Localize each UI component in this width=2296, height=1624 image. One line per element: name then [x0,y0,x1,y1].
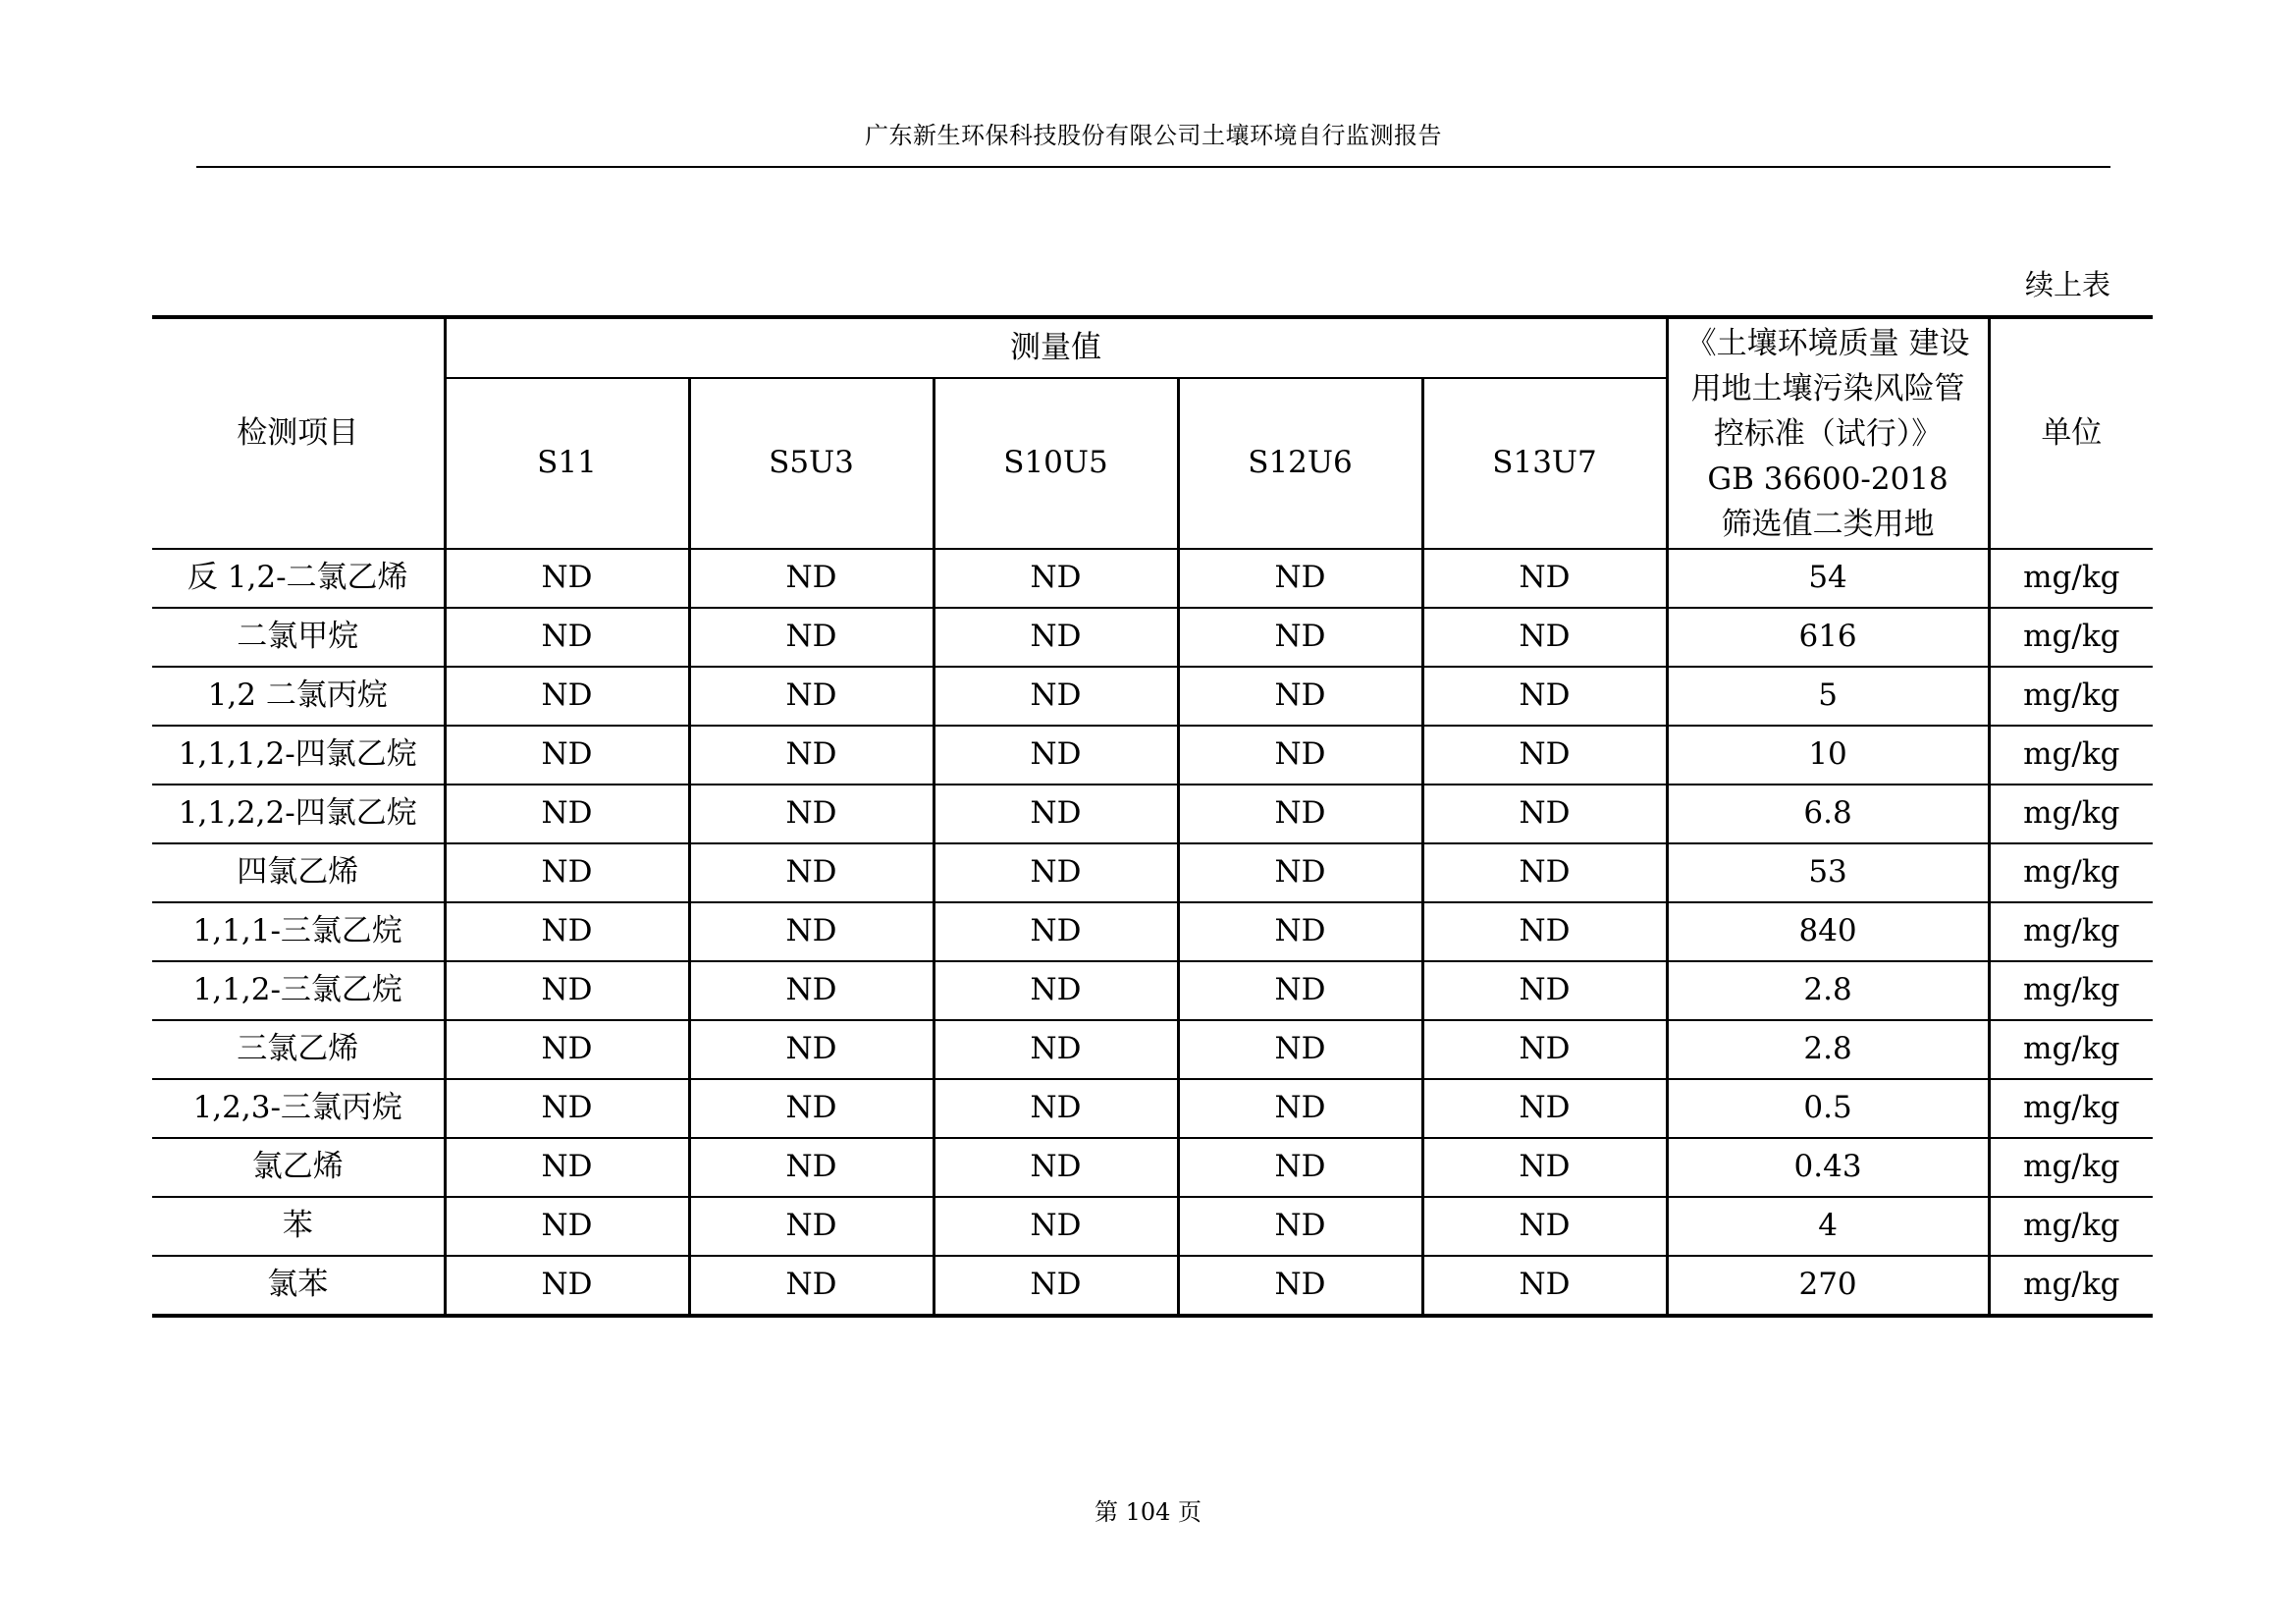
measured-value-cell: ND [689,843,934,902]
table-row [152,785,2153,843]
site-header: S11 [445,378,689,549]
standard-column-header [1667,317,1989,549]
measured-value-cell: ND [689,1138,934,1197]
measured-value-cell: ND [1178,902,1422,961]
measured-value-cell: ND [445,1138,689,1197]
standard-value-cell: 5 [1667,667,1989,726]
measured-value-cell: ND [445,1079,689,1138]
unit-cell: mg/kg [1989,1079,2153,1138]
standard-value-cell: 2.8 [1667,1020,1989,1079]
unit-cell: mg/kg [1989,667,2153,726]
table-row [152,1197,2153,1256]
measured-value-cell: ND [1178,1020,1422,1079]
measured-value-cell: ND [1178,1256,1422,1316]
table-row [152,902,2153,961]
measured-value-cell: ND [445,549,689,608]
measured-values-header: 测量值 [445,317,1667,378]
measured-value-cell: ND [934,1256,1178,1316]
measured-value-cell: ND [445,667,689,726]
unit-cell: mg/kg [1989,608,2153,667]
table-row [152,667,2153,726]
measured-value-cell: ND [1422,1079,1667,1138]
measured-value-cell: ND [1178,961,1422,1020]
unit-cell: mg/kg [1989,961,2153,1020]
unit-cell: mg/kg [1989,902,2153,961]
measured-value-cell: ND [445,726,689,785]
measured-value-cell: ND [1422,785,1667,843]
measured-value-cell: ND [934,1079,1178,1138]
measured-value-cell: ND [1422,902,1667,961]
page-number: 第 104 页 [1094,1498,1202,1526]
page-header-title: 广东新生环保科技股份有限公司土壤环境自行监测报告 [865,122,1442,149]
measured-value-cell: ND [934,902,1178,961]
item-name-cell: 三氯乙烯 [152,1020,445,1079]
monitoring-table [152,315,2153,1318]
item-name-cell: 苯 [152,1197,445,1256]
standard-header-line: 《土壤环境质量 建设 [1685,325,1970,361]
standard-value-cell: 2.8 [1667,961,1989,1020]
unit-cell: mg/kg [1989,1138,2153,1197]
measured-value-cell: ND [445,785,689,843]
measured-value-cell: ND [934,1138,1178,1197]
measured-value-cell: ND [445,608,689,667]
item-name-cell: 四氯乙烯 [152,843,445,902]
header-divider [196,166,2110,168]
measured-value-cell: ND [445,1197,689,1256]
item-name-cell: 1,1,1-三氯乙烷 [152,902,445,961]
measured-value-cell: ND [1178,1138,1422,1197]
standard-value-cell: 616 [1667,608,1989,667]
standard-header-line: 用地土壤污染风险管 [1690,370,1965,406]
unit-cell: mg/kg [1989,1197,2153,1256]
measured-value-cell: ND [934,1197,1178,1256]
table-row [152,1256,2153,1316]
measured-value-cell: ND [934,667,1178,726]
measured-value-cell: ND [689,902,934,961]
measured-value-cell: ND [1422,843,1667,902]
measured-value-cell: ND [445,902,689,961]
measured-value-cell: ND [689,549,934,608]
measured-value-cell: ND [689,667,934,726]
continued-label: 续上表 [2024,268,2110,301]
table-row [152,1079,2153,1138]
unit-cell: mg/kg [1989,1020,2153,1079]
measured-value-cell: ND [1178,549,1422,608]
measured-value-cell: ND [445,961,689,1020]
unit-cell: mg/kg [1989,843,2153,902]
item-name-cell: 反 1,2-二氯乙烯 [152,549,445,608]
measured-value-cell: ND [689,608,934,667]
unit-cell: mg/kg [1989,785,2153,843]
standard-value-cell: 6.8 [1667,785,1989,843]
measured-value-cell: ND [1178,1079,1422,1138]
unit-column-header: 单位 [1989,317,2153,549]
item-name-cell: 1,1,2-三氯乙烷 [152,961,445,1020]
measured-value-cell: ND [689,785,934,843]
unit-cell: mg/kg [1989,549,2153,608]
measured-value-cell: ND [1422,1256,1667,1316]
measured-value-cell: ND [1178,785,1422,843]
site-header: S13U7 [1422,378,1667,549]
measured-value-cell: ND [934,1020,1178,1079]
table-header-row [152,317,2153,378]
measured-value-cell: ND [1422,961,1667,1020]
unit-cell: mg/kg [1989,1256,2153,1316]
measured-value-cell: ND [934,608,1178,667]
standard-value-cell: 0.43 [1667,1138,1989,1197]
standard-header-line: 控标准（试行）》 [1713,415,1943,452]
table-row [152,549,2153,608]
measured-value-cell: ND [1422,1020,1667,1079]
standard-value-cell: 54 [1667,549,1989,608]
measured-value-cell: ND [689,1079,934,1138]
measured-value-cell: ND [934,549,1178,608]
measured-value-cell: ND [689,1256,934,1316]
standard-value-cell: 53 [1667,843,1989,902]
standard-value-cell: 10 [1667,726,1989,785]
measured-value-cell: ND [445,1256,689,1316]
measured-value-cell: ND [1178,1197,1422,1256]
measured-value-cell: ND [1178,667,1422,726]
measured-value-cell: ND [445,1020,689,1079]
item-name-cell: 1,2,3-三氯丙烷 [152,1079,445,1138]
measured-value-cell: ND [934,961,1178,1020]
measured-value-cell: ND [934,843,1178,902]
measured-value-cell: ND [1422,726,1667,785]
table-row [152,608,2153,667]
measured-value-cell: ND [1422,608,1667,667]
standard-value-cell: 0.5 [1667,1079,1989,1138]
measured-value-cell: ND [1422,549,1667,608]
standard-value-cell: 270 [1667,1256,1989,1316]
measured-value-cell: ND [689,961,934,1020]
item-name-cell: 1,1,2,2-四氯乙烷 [152,785,445,843]
item-name-cell: 二氯甲烷 [152,608,445,667]
site-header: S5U3 [689,378,934,549]
site-header: S10U5 [934,378,1178,549]
measured-value-cell: ND [689,1020,934,1079]
table-row [152,961,2153,1020]
measured-value-cell: ND [1422,667,1667,726]
measured-value-cell: ND [1422,1138,1667,1197]
measured-value-cell: ND [445,843,689,902]
standard-header-line: 筛选值二类用地 [1721,506,1935,542]
table-row [152,1138,2153,1197]
site-header: S12U6 [1178,378,1422,549]
table-row [152,726,2153,785]
item-column-header: 检测项目 [152,317,445,549]
item-name-cell: 氯乙烯 [152,1138,445,1197]
measured-value-cell: ND [1178,843,1422,902]
item-name-cell: 1,2 二氯丙烷 [152,667,445,726]
table-row [152,1020,2153,1079]
measured-value-cell: ND [934,785,1178,843]
measured-value-cell: ND [934,726,1178,785]
item-name-cell: 氯苯 [152,1256,445,1316]
measured-value-cell: ND [1178,726,1422,785]
measured-value-cell: ND [689,1197,934,1256]
standard-header-line: GB 36600-2018 [1707,460,1949,497]
table-row [152,843,2153,902]
measured-value-cell: ND [1422,1197,1667,1256]
standard-value-cell: 4 [1667,1197,1989,1256]
measured-value-cell: ND [689,726,934,785]
measured-value-cell: ND [1178,608,1422,667]
standard-value-cell: 840 [1667,902,1989,961]
item-name-cell: 1,1,1,2-四氯乙烷 [152,726,445,785]
unit-cell: mg/kg [1989,726,2153,785]
